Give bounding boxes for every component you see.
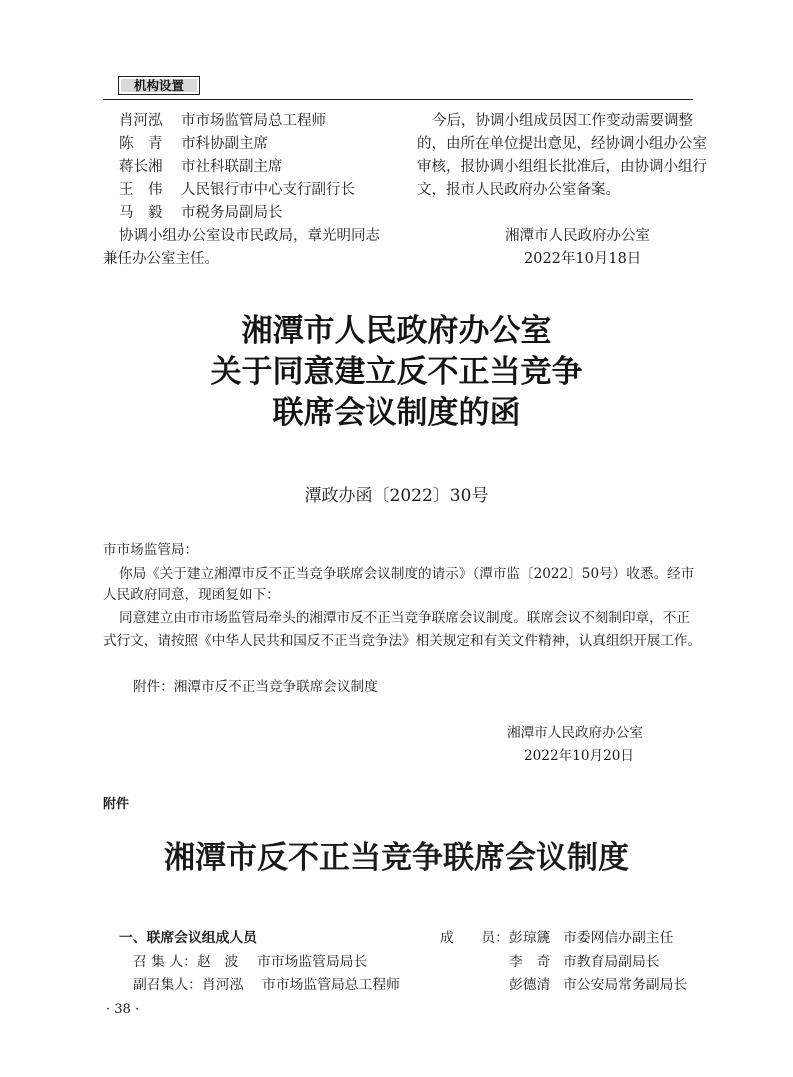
member-name: 蒋长湘: [119, 159, 163, 175]
convener-label: 召 集 人：: [133, 954, 197, 970]
right-paragraph-line: 的，由所在单位提出意见，经协调小组办公室: [417, 136, 707, 152]
members-label: 成 员：: [440, 930, 509, 946]
letter-date: 2022年10月20日: [524, 748, 634, 764]
member-name: 王 伟: [119, 182, 163, 198]
appendix-member-row: [509, 950, 660, 970]
member-row: [119, 133, 268, 156]
addressee: 市市场监管局：: [103, 542, 199, 558]
appendix-member-role: 市公安局常务副局长: [563, 977, 688, 993]
right-paragraph-line: 文，报市人民政府办公室备案。: [417, 182, 620, 198]
vice-convener-label: 副召集人：: [133, 977, 202, 993]
appendix-member-role: 市委网信办副主任: [563, 930, 674, 946]
convener-row: [133, 950, 367, 970]
office-line: 兼任办公室主任。: [103, 251, 219, 267]
appendix-member-name: 李 奇: [509, 954, 551, 970]
section-heading: 一、联席会议组成人员: [119, 930, 257, 946]
office-line: 协调小组办公室设市民政局，章光明同志: [119, 228, 380, 244]
appendix-member-name: 彭德清: [509, 977, 551, 993]
appendix-member-role: 市教育局副局长: [563, 954, 660, 970]
vice-convener-role: 市市场监管局总工程师: [261, 977, 400, 993]
member-name: 陈 青: [119, 136, 163, 152]
letter-title-line: 联席会议制度的函: [272, 395, 521, 431]
convener-name: 赵 波: [196, 954, 239, 970]
attachment-note: 附件：湘潭市反不正当竞争联席会议制度: [133, 679, 378, 695]
letter-title-line: 关于同意建立反不正当竞争: [210, 354, 583, 390]
letter-signer: 湘潭市人民政府办公室: [507, 725, 643, 741]
right-signer: 湘潭市人民政府办公室: [505, 228, 650, 244]
member-role: 人民银行市中心支行副行长: [181, 182, 355, 198]
member-row: [119, 110, 326, 133]
convener-role: 市市场监管局局长: [256, 954, 368, 970]
vice-convener-name: 肖河泓: [201, 977, 244, 993]
right-paragraph-line: 今后，协调小组成员因工作变动需要调整: [432, 113, 693, 129]
member-role: 市税务局副局长: [181, 205, 283, 221]
member-row: [119, 179, 355, 202]
letter-title-line: 湘潭市人民政府办公室: [241, 313, 552, 349]
letter-paragraph-line: 同意建立由市市场监管局牵头的湘潭市反不正当竞争联席会议制度。联席会议不刻制印章，不正: [119, 610, 690, 626]
section-tag: 机构设置: [121, 79, 197, 92]
appendix-member-row: [509, 973, 687, 993]
right-paragraph-line: 审核，报协调小组组长批准后，由协调小组行: [417, 159, 707, 175]
page-number: · 38 ·: [106, 1002, 140, 1017]
document-number: 潭政办函〔2022〕30号: [304, 486, 489, 506]
appendix-title: 湘潭市反不正当竞争联席会议制度: [164, 840, 629, 876]
member-role: 市社科联副主席: [181, 159, 283, 175]
right-date: 2022年10月18日: [524, 251, 642, 267]
member-name: 马 毅: [119, 205, 163, 221]
member-role: 市科协副主席: [181, 136, 268, 152]
appendix-label: 附件: [103, 797, 130, 812]
section-tag-box: [118, 76, 200, 95]
member-row: [119, 156, 283, 179]
letter-paragraph-line: 人民政府同意，现函复如下：: [103, 587, 280, 603]
letter-paragraph-line: 你局《关于建立湘潭市反不正当竞争联席会议制度的请示》（潭市监〔2022〕50号）收悉。经市: [119, 566, 695, 582]
letter-paragraph-line: 式行文，请按照《中华人民共和国反不正当竞争法》相关规定和有关文件精神，认真组织开展工作。: [103, 633, 702, 649]
vice-convener-row: [133, 973, 400, 993]
member-role: 市市场监管局总工程师: [181, 113, 326, 129]
appendix-member-row: [509, 926, 673, 946]
member-name: 肖河泓: [119, 113, 163, 129]
member-row: [119, 202, 283, 225]
header-rule: [103, 99, 693, 100]
appendix-member-name: 彭琼篪: [509, 930, 551, 946]
